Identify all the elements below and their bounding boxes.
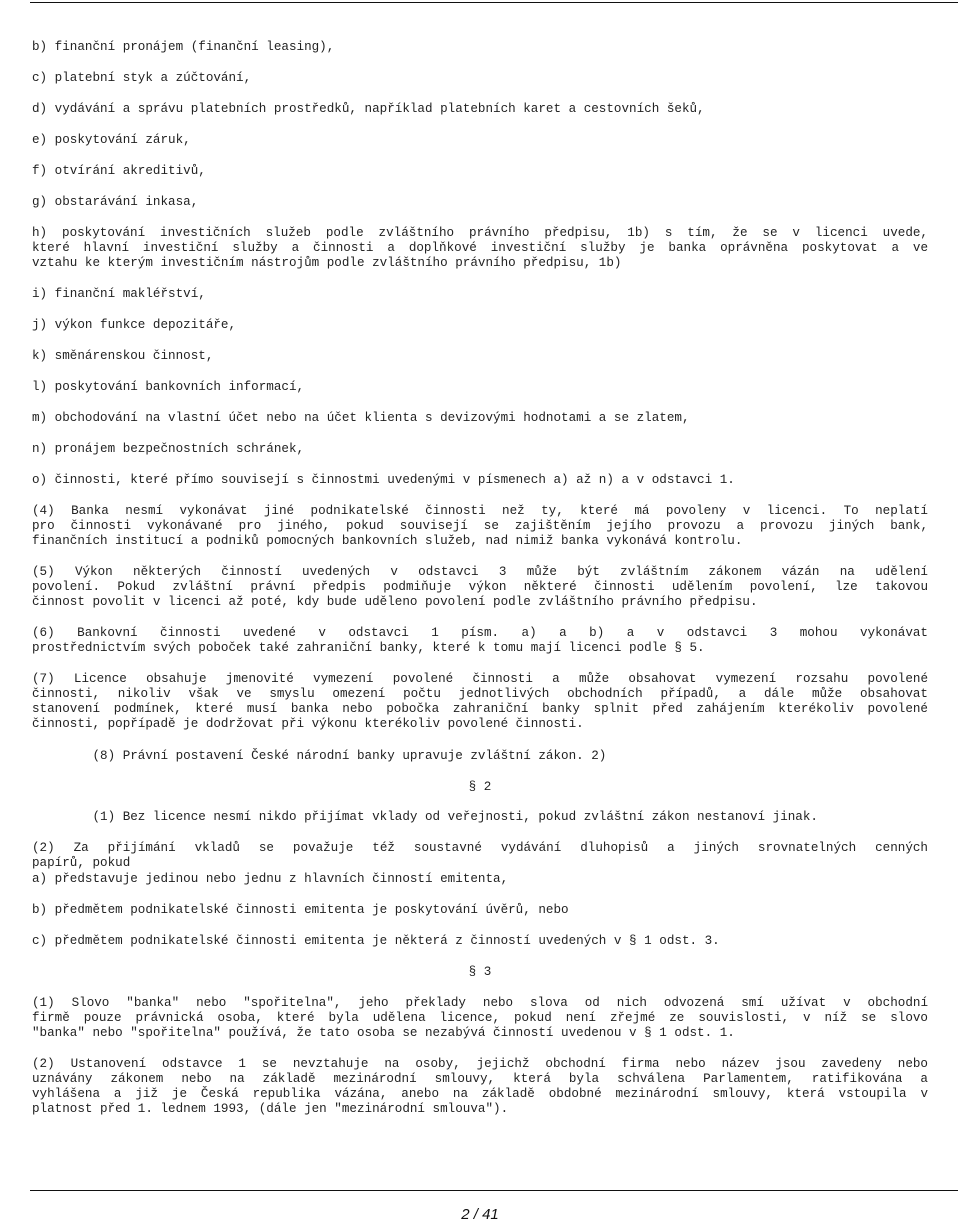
text-line: (2) Ustanovení odstavce 1 se nevztahuje na osoby, jejichž obchodní firma nebo název jsou zavedeny nebo [32, 1057, 928, 1071]
text-line: b) finanční pronájem (finanční leasing), [32, 40, 335, 54]
text-line: d) vydávání a správu platebních prostředků, například platebních karet a cestovních šeků, [32, 102, 705, 116]
text-line: (5) Výkon některých činností uvedených v odstavci 3 může být zvláštním zákonem vázán na udělení [32, 565, 928, 579]
text-line: platnost před 1. lednem 1993, (dále jen "mezinárodní smlouva"). [32, 1102, 509, 1116]
text-line: g) obstarávání inkasa, [32, 195, 199, 209]
section-heading: § 3 [468, 965, 492, 979]
text-line: j) výkon funkce depozitáře, [32, 318, 237, 332]
text-line: c) předmětem podnikatelské činnosti emitenta je některá z činností uvedených v § 1 odst. 3. [32, 934, 720, 948]
text-line: (7) Licence obsahuje jmenovité vymezení povolené činnosti a může obsahovat vymezení rozsahu povolené [32, 672, 928, 686]
text-line: o) činnosti, které přímo souvisejí s činnostmi uvedenými v písmenech a) až n) a v odstavci 1. [32, 473, 735, 487]
text-line: vyhlášena a již je Česká republika vázána, anebo na základě obdobné mezinárodní smlouvy, která vstoupila v [32, 1087, 928, 1101]
text-line: činnosti, nikoliv však ve smyslu omezení počtu jednotlivých obchodních případů, a dále může obsahovat [32, 687, 928, 701]
text-line: (4) Banka nesmí vykonávat jiné podnikatelské činnosti než ty, které má povoleny v licenci. To neplatí [32, 504, 928, 518]
bottom-rule [30, 1190, 958, 1191]
text-line: l) poskytování bankovních informací, [32, 380, 305, 394]
text-line: m) obchodování na vlastní účet nebo na účet klienta s devizovými hodnotami a se zlatem, [32, 411, 690, 425]
text-line: papírů, pokud [32, 856, 131, 870]
text-line: c) platební styk a zúčtování, [32, 71, 252, 85]
text-line: vztahu ke kterým investičním nástrojům podle zvláštního právního předpisu, 1b) [32, 256, 622, 270]
top-rule [30, 2, 958, 3]
text-line: činnost povolit v licenci až poté, kdy bude uděleno povolení podle zvláštního právního předpisu. [32, 595, 758, 609]
text-line: (1) Bez licence nesmí nikdo přijímat vklady od veřejnosti, pokud zvláštní zákon nestanoví jinak. [32, 810, 818, 824]
text-line: povolení. Pokud zvláštní právní předpis podmiňuje výkon některé činnosti udělením povolení, lze takovou [32, 580, 928, 594]
text-line: činnosti, popřípadě je dodržovat při výkonu kterékoliv povolené činnosti. [32, 717, 584, 731]
text-line: (1) Slovo "banka" nebo "spořitelna", jeho překlady nebo slova od nich odvozená smí užívat v obchodní [32, 996, 928, 1010]
text-line: (8) Právní postavení České národní banky upravuje zvláštní zákon. 2) [32, 749, 607, 763]
text-line: "banka" nebo "spořitelna" používá, že tato osoba se nezabývá činností uvedenou v § 1 odst. 1. [32, 1026, 735, 1040]
text-line: které hlavní investiční služby a činnosti a doplňkové investiční služby je banka oprávněna poskytovat a ve [32, 241, 928, 255]
text-line: b) předmětem podnikatelské činnosti emitenta je poskytování úvěrů, nebo [32, 903, 569, 917]
text-line: finančních institucí a podniků pomocných bankovních služeb, nad nimiž banka vykonává kontrolu. [32, 534, 743, 548]
text-line: n) pronájem bezpečnostních schránek, [32, 442, 305, 456]
text-line: k) směnárenskou činnost, [32, 349, 214, 363]
section-heading: § 2 [468, 780, 492, 794]
text-line: pro činnosti vykonávané pro jiného, pokud souvisejí se zajištěním jejího provozu a provozu jiných bank, [32, 519, 928, 533]
text-line: e) poskytování záruk, [32, 133, 191, 147]
text-line: (2) Za přijímání vkladů se považuje též soustavné vydávání dluhopisů a jiných srovnatelných cenných [32, 841, 928, 855]
text-line: stanovení podmínek, které musí banka nebo pobočka zahraniční banky splnit před zahájením kterékoliv povolené [32, 702, 928, 716]
text-line: a) představuje jedinou nebo jednu z hlavních činností emitenta, [32, 872, 509, 886]
text-line: firmě pouze právnická osoba, které byla udělena licence, pokud není zřejmé ze souvislosti, v níž se slovo [32, 1011, 928, 1025]
text-line: i) finanční makléřství, [32, 287, 206, 301]
page-number: 2 / 41 [461, 1206, 499, 1223]
text-line: uznávány zákonem nebo na základě mezinárodní smlouvy, která byla schválena Parlamentem, ratifikována a [32, 1072, 928, 1086]
text-line: prostřednictvím svých poboček také zahraniční banky, které k tomu mají licenci podle § 5. [32, 641, 705, 655]
text-line: h) poskytování investičních služeb podle zvláštního právního předpisu, 1b) s tím, že se v licenci uvede, [32, 226, 928, 240]
text-line: (6) Bankovní činnosti uvedené v odstavci 1 písm. a) a b) a v odstavci 3 mohou vykonávat [32, 626, 928, 640]
text-line: f) otvírání akreditivů, [32, 164, 206, 178]
